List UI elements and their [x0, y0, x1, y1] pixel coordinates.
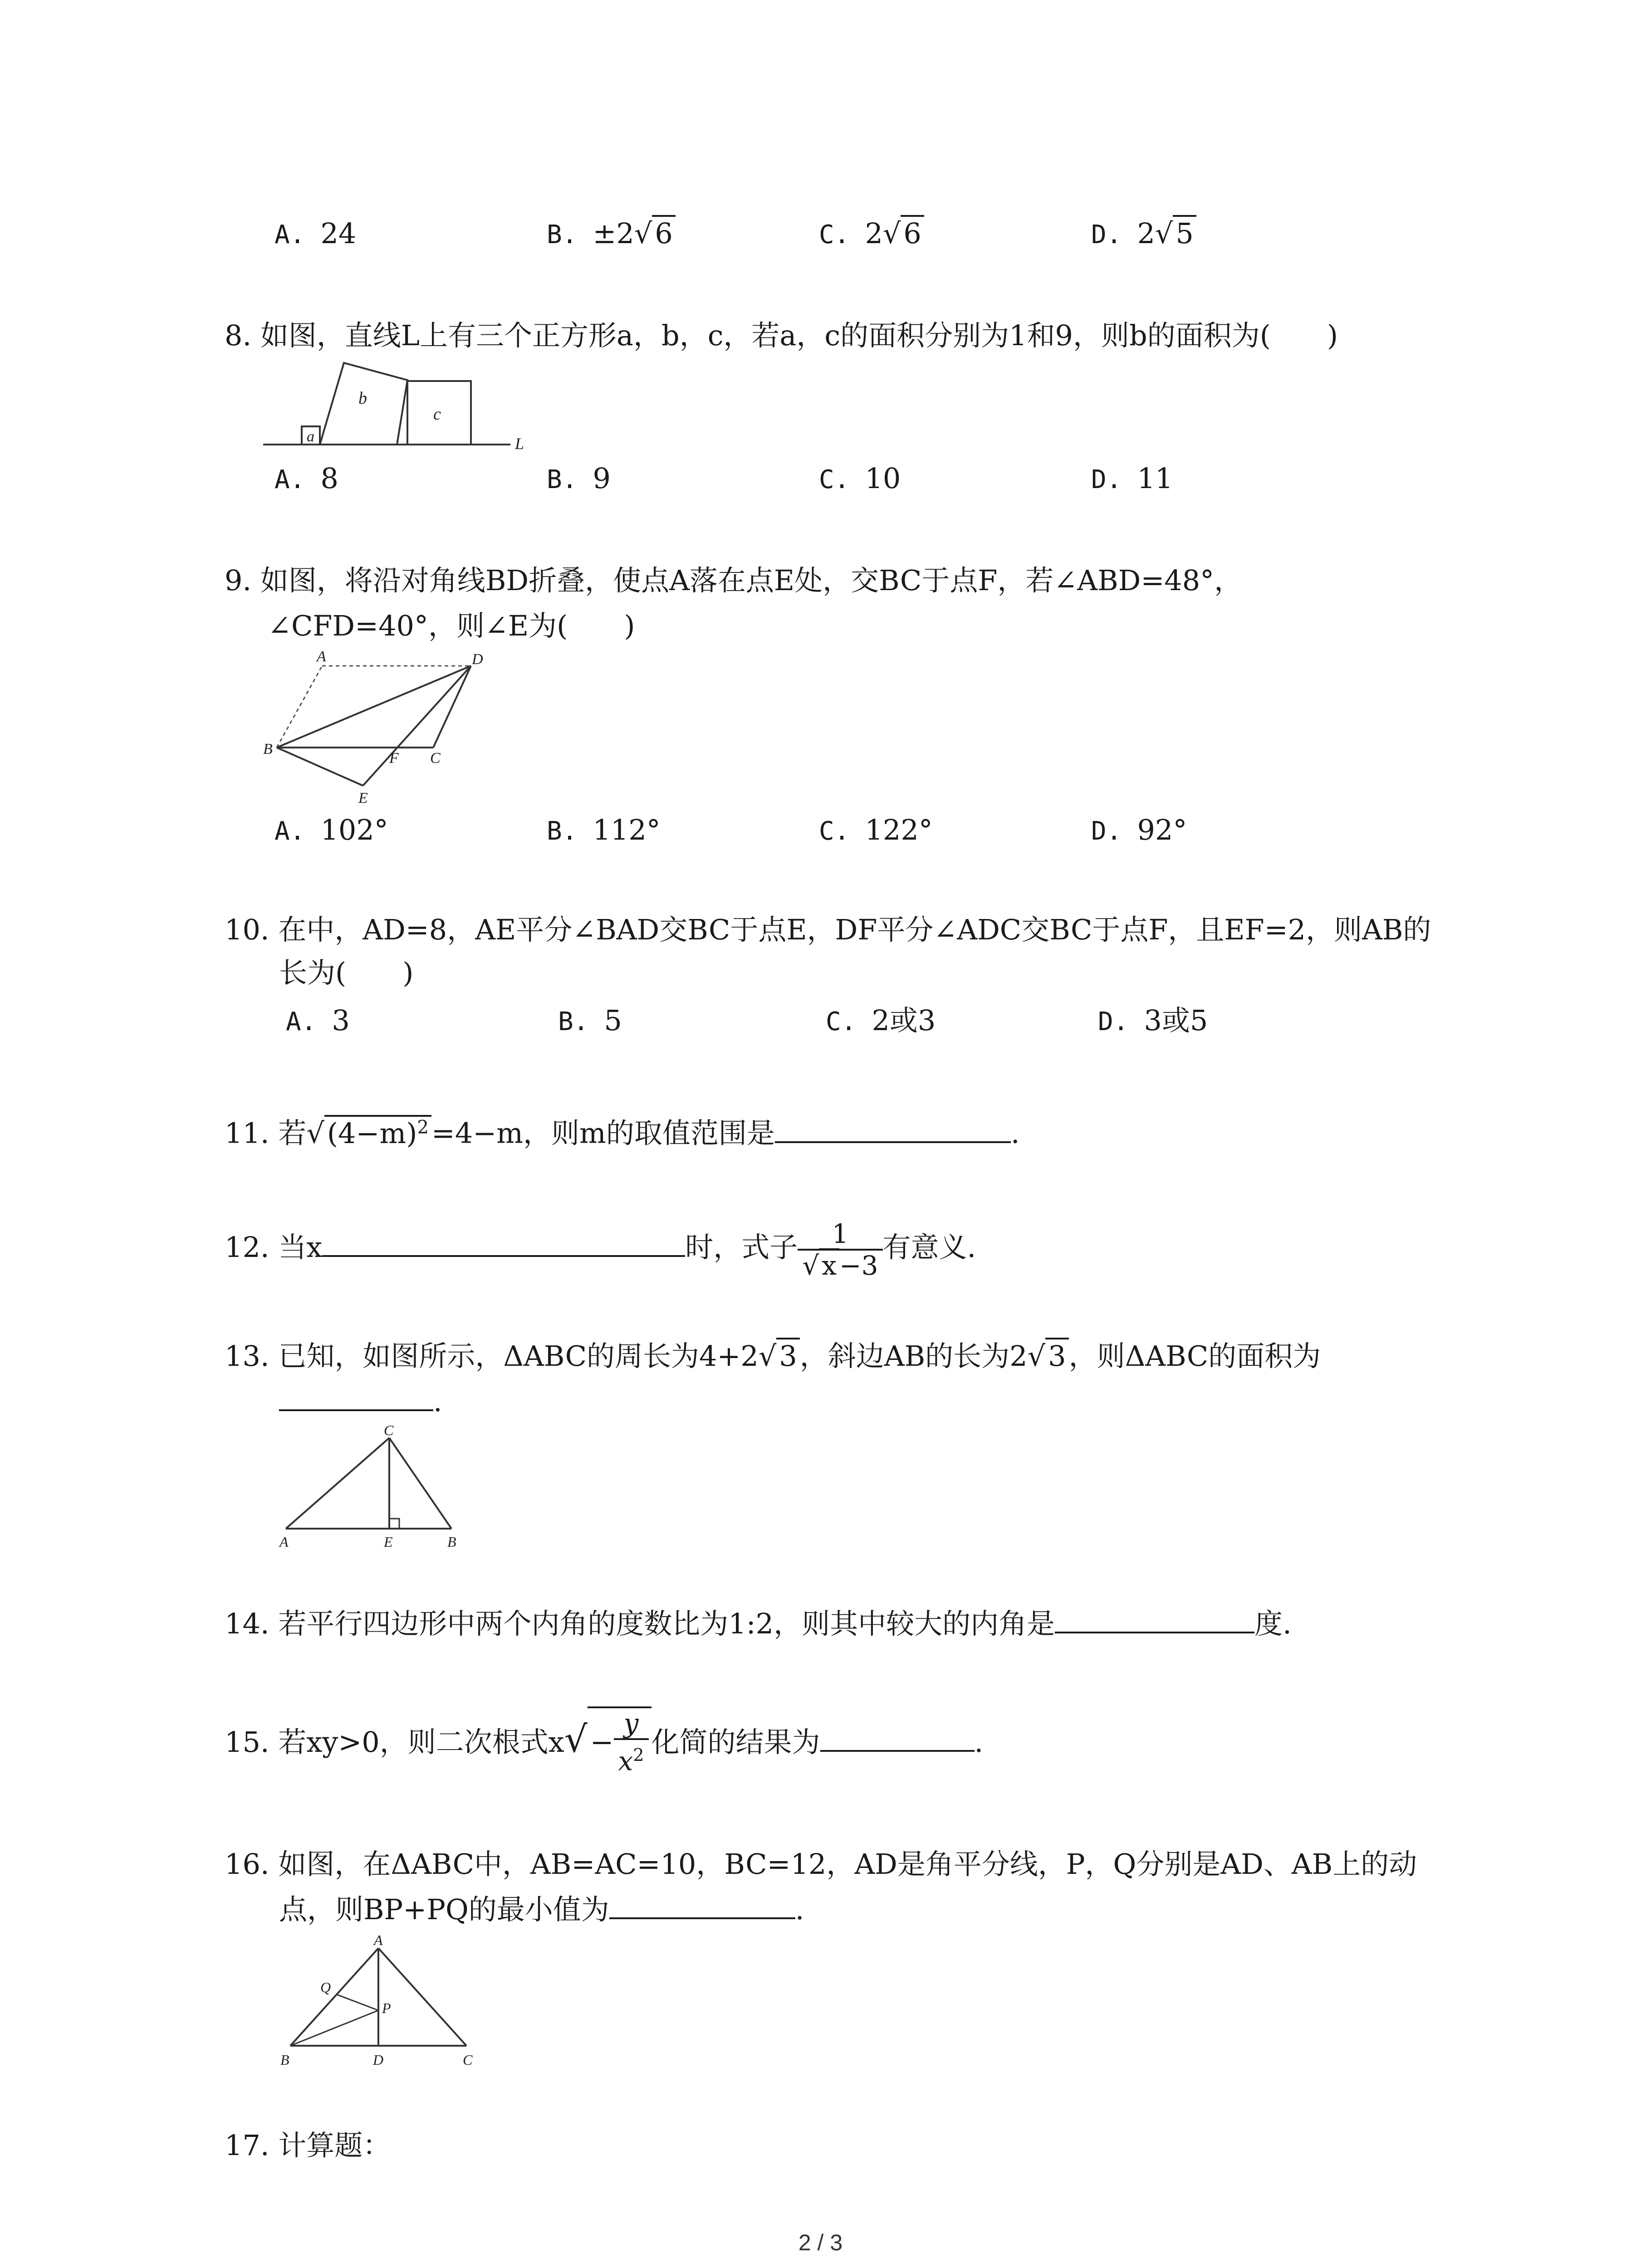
q9-figure [263, 644, 517, 807]
q8-stem [225, 318, 1338, 354]
q12-stem [225, 1216, 976, 1281]
radicand: 3 [1045, 1338, 1068, 1373]
denominator [798, 1249, 882, 1281]
right-angle-mark [389, 1519, 399, 1529]
option-prefix: 2 [1137, 217, 1155, 250]
option-text: 5 [604, 1004, 622, 1037]
option-label: A. [286, 1007, 317, 1036]
label-d: D [472, 651, 483, 668]
segment-bp [290, 2010, 378, 2046]
question-text: ∠CFD=40°，则∠E为( ) [268, 609, 635, 642]
option-text: 2或3 [872, 1004, 936, 1037]
question-number: 9. [225, 564, 252, 597]
label-a: A [374, 1932, 383, 1948]
q10-option-c [826, 1002, 936, 1040]
option-label: B. [558, 1007, 589, 1036]
q16-stem-line-2 [279, 1892, 804, 1928]
q10-stem-line-1 [225, 912, 1431, 948]
option-text: 112° [593, 813, 661, 846]
option-text: 8 [320, 462, 338, 495]
option-text: 102° [320, 813, 388, 846]
option-text: 92° [1137, 813, 1187, 846]
q7-option-b [547, 215, 676, 253]
radicand: x [819, 1248, 839, 1281]
option-label: D. [1091, 816, 1122, 846]
denominator [614, 1738, 649, 1776]
option-prefix: 2 [865, 217, 883, 250]
text-post: 度. [1254, 1607, 1292, 1640]
option-label: C. [819, 465, 850, 494]
side-ac [378, 1948, 466, 2046]
page-number: 2 / 3 [798, 2230, 843, 2255]
q10-option-b [558, 1002, 622, 1040]
question-number: 16. [225, 1848, 269, 1881]
label-c: C [384, 1422, 394, 1438]
numerator: y [623, 1708, 639, 1739]
q13-stem-line-2 [279, 1383, 442, 1420]
q10-option-a [286, 1002, 350, 1040]
label-b: B [263, 741, 273, 758]
segment-ed [363, 666, 471, 786]
fraction [798, 1219, 882, 1281]
question-text: 计算题： [278, 2129, 391, 2162]
option-text: 3 [332, 1004, 350, 1037]
text-pre: 已知，如图所示，ΔABC的周长为4+2 [278, 1339, 759, 1373]
option-label: C. [819, 816, 850, 846]
q16-figure [277, 1932, 481, 2077]
answer-blank[interactable] [609, 1892, 795, 1919]
q9-option-d [1091, 812, 1187, 850]
label-c: c [433, 405, 441, 424]
q9-stem-line-1 [225, 562, 1242, 599]
radicand: 6 [901, 215, 924, 250]
question-number: 11. [225, 1116, 269, 1150]
question-number: 13. [225, 1339, 269, 1373]
q10-stem-line-2 [279, 955, 413, 991]
q17-stem [225, 2127, 391, 2164]
text-end: . [974, 1725, 984, 1759]
question-number: 17. [225, 2129, 269, 2162]
answer-blank[interactable] [322, 1230, 685, 1257]
answer-blank[interactable] [279, 1384, 433, 1411]
label-c: C [463, 2052, 473, 2068]
side-ab [290, 1948, 378, 2046]
question-number: 10. [225, 913, 269, 946]
label-e: E [384, 1534, 393, 1550]
sqrt: √6 [634, 215, 676, 252]
q8-option-c [819, 460, 901, 498]
option-prefix: ±2 [593, 217, 634, 250]
question-number: 8. [225, 319, 252, 352]
label-a: a [307, 428, 314, 445]
text-pre: 若xy>0，则二次根式x [278, 1725, 564, 1759]
option-label: B. [547, 816, 578, 846]
sqrt: √5 [1155, 215, 1196, 252]
option-text: 11 [1137, 462, 1173, 495]
text-post: =4−m，则m的取值范围是 [431, 1116, 775, 1150]
label-b: b [358, 389, 367, 408]
question-text: 长为( ) [279, 956, 414, 989]
text-end: . [433, 1385, 442, 1418]
label-b: B [447, 1534, 456, 1550]
option-text: 122° [865, 813, 933, 846]
sqrt: √ − $\frac{y}{x^2}$ [564, 1706, 652, 1776]
q11-stem [225, 1109, 1020, 1152]
q8-option-a [274, 460, 338, 498]
q8-option-d [1091, 460, 1173, 498]
q9-option-c [819, 812, 933, 850]
text-post: 有意义. [882, 1231, 976, 1264]
question-number: 15. [225, 1725, 269, 1759]
text-end: . [795, 1893, 804, 1926]
option-label: D. [1098, 1007, 1129, 1036]
label-e: E [358, 790, 368, 807]
segment-cd [433, 666, 471, 748]
question-text: 点，则BP+PQ的最小值为 [279, 1893, 609, 1926]
denominator-base: x [618, 1745, 633, 1777]
q14-stem [225, 1606, 1292, 1642]
q13-stem-line-1 [225, 1338, 1321, 1374]
question-text: 如图，直线L上有三个正方形a，b，c，若a，c的面积分别为1和9，则b的面积为( ) [260, 319, 1338, 352]
numerator: 1 [832, 1218, 849, 1249]
fraction [614, 1708, 649, 1776]
label-a: A [279, 1534, 289, 1550]
question-number: 12. [225, 1231, 269, 1264]
q10-option-d [1098, 1002, 1208, 1040]
q15-stem [225, 1706, 983, 1776]
q16-stem-line-1 [225, 1846, 1417, 1882]
q9-option-b [547, 812, 661, 850]
sqrt: √3 [1028, 1338, 1069, 1374]
option-text: 9 [593, 462, 611, 495]
q9-option-a [274, 812, 388, 850]
option-label: D. [1091, 220, 1122, 249]
option-text: 24 [320, 217, 357, 250]
option-text: 10 [865, 462, 901, 495]
radicand: 6 [652, 215, 675, 250]
option-label: B. [547, 465, 578, 494]
text-mid: 时，式子 [685, 1231, 798, 1264]
question-text: 如图，将沿对角线BD折叠，使点A落在点E处，交BC于点F，若∠ABD=48°， [260, 564, 1243, 597]
answer-blank[interactable] [1055, 1606, 1254, 1633]
segment-pq [337, 1994, 378, 2010]
option-label: C. [819, 220, 850, 249]
text-pre: 若 [278, 1116, 307, 1150]
label-a: A [317, 648, 326, 665]
label-b: B [280, 2052, 289, 2068]
sqrt: $√(4-m)^2$ [306, 1109, 431, 1152]
text-post: 化简的结果为 [651, 1725, 820, 1759]
exponent: 2 [417, 1117, 429, 1138]
label-c: C [430, 750, 441, 767]
q13-figure [277, 1422, 467, 1551]
dashed-ab [277, 666, 322, 748]
answer-blank[interactable] [775, 1116, 1011, 1143]
radicand: (4−m) [327, 1116, 417, 1150]
minus-sign: − [590, 1725, 614, 1759]
q8-figure [263, 354, 544, 458]
label-f: F [389, 750, 399, 767]
exponent: 2 [633, 1745, 644, 1765]
option-label: A. [274, 220, 305, 249]
label-q: Q [320, 1979, 331, 1995]
segment-be [277, 748, 363, 786]
q7-option-d [1091, 215, 1196, 253]
question-text: 如图，在ΔABC中，AB=AC=10，BC=12，AD是角平分线，P，Q分别是AD、AB上的动 [278, 1848, 1417, 1881]
label-d: D [373, 2052, 384, 2068]
sqrt: √3 [759, 1338, 800, 1374]
text-mid: ，斜边AB的长为2 [799, 1339, 1028, 1373]
radicand: 5 [1173, 215, 1196, 250]
option-text: 3或5 [1144, 1004, 1208, 1037]
side-ac [286, 1438, 389, 1529]
side-bc [389, 1438, 451, 1529]
q9-stem-line-2 [268, 608, 635, 644]
option-label: D. [1091, 465, 1122, 494]
option-label: B. [547, 220, 578, 249]
option-label: C. [826, 1007, 857, 1036]
q7-option-a [274, 215, 356, 253]
option-label: A. [274, 465, 305, 494]
text-post: ，则ΔABC的面积为 [1068, 1339, 1321, 1373]
text-end: . [1010, 1116, 1020, 1150]
label-l: L [515, 435, 524, 453]
text-pre: 若平行四边形中两个内角的度数比为1:2，则其中较大的内角是 [278, 1607, 1055, 1640]
sqrt: √ x [802, 1251, 839, 1281]
question-number: 14. [225, 1607, 269, 1640]
text-pre: 当x [278, 1231, 323, 1264]
sqrt: √6 [883, 215, 924, 252]
radicand: 3 [776, 1338, 799, 1373]
segment-bd [277, 666, 471, 748]
answer-blank[interactable] [820, 1725, 975, 1752]
label-p: P [382, 2000, 391, 2016]
denominator-tail: −3 [839, 1250, 878, 1281]
q7-option-c [819, 215, 924, 253]
q8-option-b [547, 460, 611, 498]
option-label: A. [274, 816, 305, 846]
question-text: 在中，AD=8，AE平分∠BAD交BC于点E，DF平分∠ADC交BC于点F，且EF=2，则AB的 [278, 913, 1431, 946]
